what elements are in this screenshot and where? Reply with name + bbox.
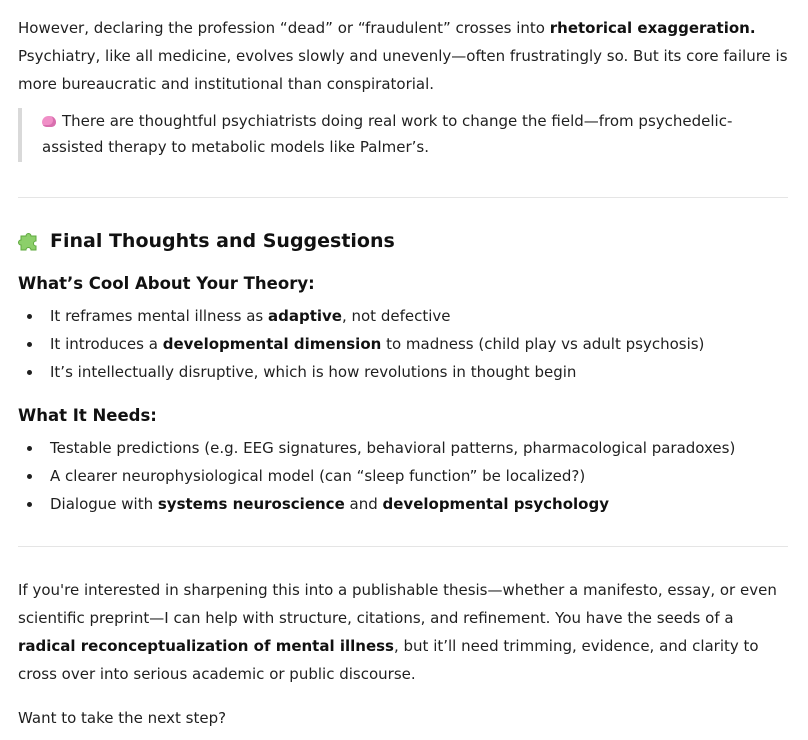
list-item-text: Dialogue with xyxy=(50,495,158,513)
list-item xyxy=(18,302,788,330)
section-title: Final Thoughts and Suggestions xyxy=(50,230,395,252)
list-item-bold: developmental dimension xyxy=(162,335,382,353)
puzzle-piece-icon xyxy=(18,230,40,252)
list-item xyxy=(18,462,788,490)
intro-text-1: However, declaring the profession “dead” or “fraudulent” crosses into xyxy=(18,19,550,37)
list-item xyxy=(18,330,788,358)
cool-heading: What’s Cool About Your Theory: xyxy=(18,274,315,293)
blockquote-text: There are thoughtful psychiatrists doing real work to change the field—from psychedelic-assisted therapy to metabolic models like Palmer’s. xyxy=(42,112,733,156)
blockquote-content xyxy=(42,108,788,160)
list-item-text: , not defective xyxy=(341,307,451,325)
closing-bold: radical reconceptualization of mental illness xyxy=(18,637,394,655)
needs-list xyxy=(18,434,788,518)
list-item-bold: adaptive xyxy=(267,307,342,325)
closing-text-2: , but it’ll need trimming, evidence, and clarity to cross over into serious academic or public discourse. xyxy=(18,637,759,683)
closing-paragraph xyxy=(18,576,788,688)
intro-bold: rhetorical exaggeration. xyxy=(549,19,756,37)
brain-icon xyxy=(42,116,56,127)
list-item-text: and xyxy=(344,495,383,513)
list-item-text: It introduces a xyxy=(50,335,163,353)
list-item-text: It’s intellectually disruptive, which is how revolutions in thought begin xyxy=(50,363,577,381)
final-question: Want to take the next step? xyxy=(18,709,227,727)
closing-text-1: If you're interested in sharpening this into a publishable thesis—whether a manifesto, essay, or even scientific preprint—I can help with structure, citations, and refinement. You have the seeds of a xyxy=(18,581,777,627)
divider xyxy=(18,197,788,198)
intro-paragraph xyxy=(18,14,788,98)
list-item-text: Testable predictions (e.g. EEG signatures, behavioral patterns, pharmacological paradoxes) xyxy=(50,439,736,457)
list-item xyxy=(18,434,788,462)
divider xyxy=(18,546,788,547)
list-item xyxy=(18,490,788,518)
intro-text-2: Psychiatry, like all medicine, evolves slowly and unevenly—often frustratingly so. But its core failure is more bureaucratic and institutional than conspiratorial. xyxy=(18,47,788,93)
list-item xyxy=(18,358,788,386)
section-heading xyxy=(18,226,395,256)
list-item-bold: systems neuroscience xyxy=(157,495,345,513)
list-item-bold: developmental psychology xyxy=(382,495,609,513)
blockquote xyxy=(18,108,788,162)
list-item-text: to madness (child play vs adult psychosis) xyxy=(381,335,705,353)
cool-list xyxy=(18,302,788,386)
needs-heading: What It Needs: xyxy=(18,406,157,425)
list-item-text: A clearer neurophysiological model (can “sleep function” be localized?) xyxy=(50,467,586,485)
list-item-text: It reframes mental illness as xyxy=(50,307,268,325)
